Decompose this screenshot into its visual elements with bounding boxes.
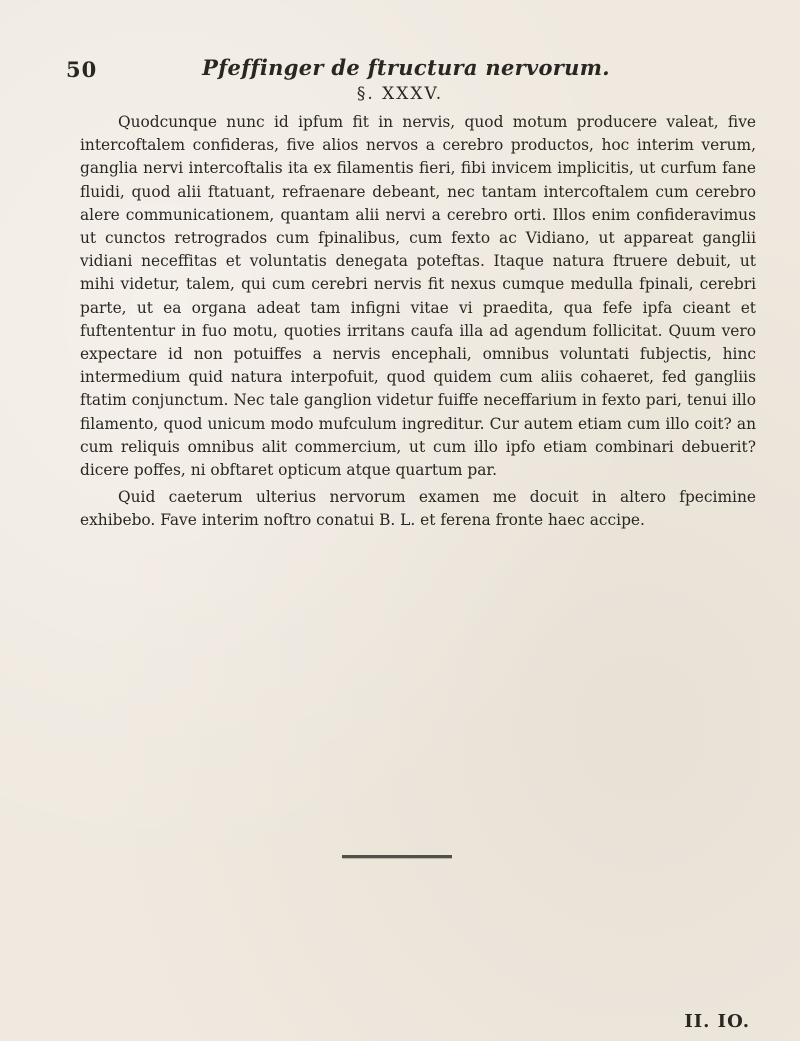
section-divider bbox=[342, 855, 452, 858]
paragraph-closing: Quid caeterum ulterius nervorum examen me docuit in altero fpecimine exhibebo. Fave interim noftro conatui B. L. et ferena fronte haec accipe. bbox=[80, 488, 756, 530]
body-text bbox=[80, 111, 756, 533]
section-heading: §. XXXV. bbox=[356, 84, 444, 104]
paragraph-main: Quodcunque nunc id ipfum fit in nervis, quod motum producere valeat, five intercoftalem confideras, five alios nervos a cerebro productos, hoc interim verum, ganglia nervi intercoftalis ita ex filamentis fieri, fibi invicem implicitis, ut curfum fane fluidi, quod alii ftatuant, refraenare debeant, nec tantam intercoftalem cum cerebro alere communicationem, quantam alii nervi a cerebro orti. Illos enim confideravimus ut cunctos retrogrados cum fpinalibus, cum fexto ac Vidiano, ut appareat ganglii vidiani neceffitas et voluntatis denegata poteftas. Itaque natura ftruere debuit, ut mihi videtur, talem, qui cum cerebri nervis fit nexus cumque medulla fpinali, cerebri parte, ut ea organa adeat tam infigni vitae vi praedita, qua fefe ipfa cieant et fuftententur in fuo motu, quoties irritans caufa illa ad agendum follicitat. Quum vero expectare id non potuiffes a nervis encephali, omnibus voluntati fubjectis, hinc intermedium quid natura interpofuit, quod quidem cum aliis cohaeret, fed gangliis ftatim conjunctum. Nec tale ganglion videtur fuiffe neceffarium in fexto pari, tenui illo filamento, quod unicum modo mufculum ingreditur. Cur autem etiam cum illo coit? an cum reliquis omnibus alit commercium, ut cum illo ipfo etiam combinari debuerit? dicere poffes, ni obftaret opticum atque quartum par. bbox=[80, 113, 756, 480]
running-title: Pfeffinger de ftructura nervorum. bbox=[202, 55, 610, 80]
page-number: 50 bbox=[66, 57, 98, 82]
catchword: II. IO. bbox=[684, 1011, 750, 1032]
